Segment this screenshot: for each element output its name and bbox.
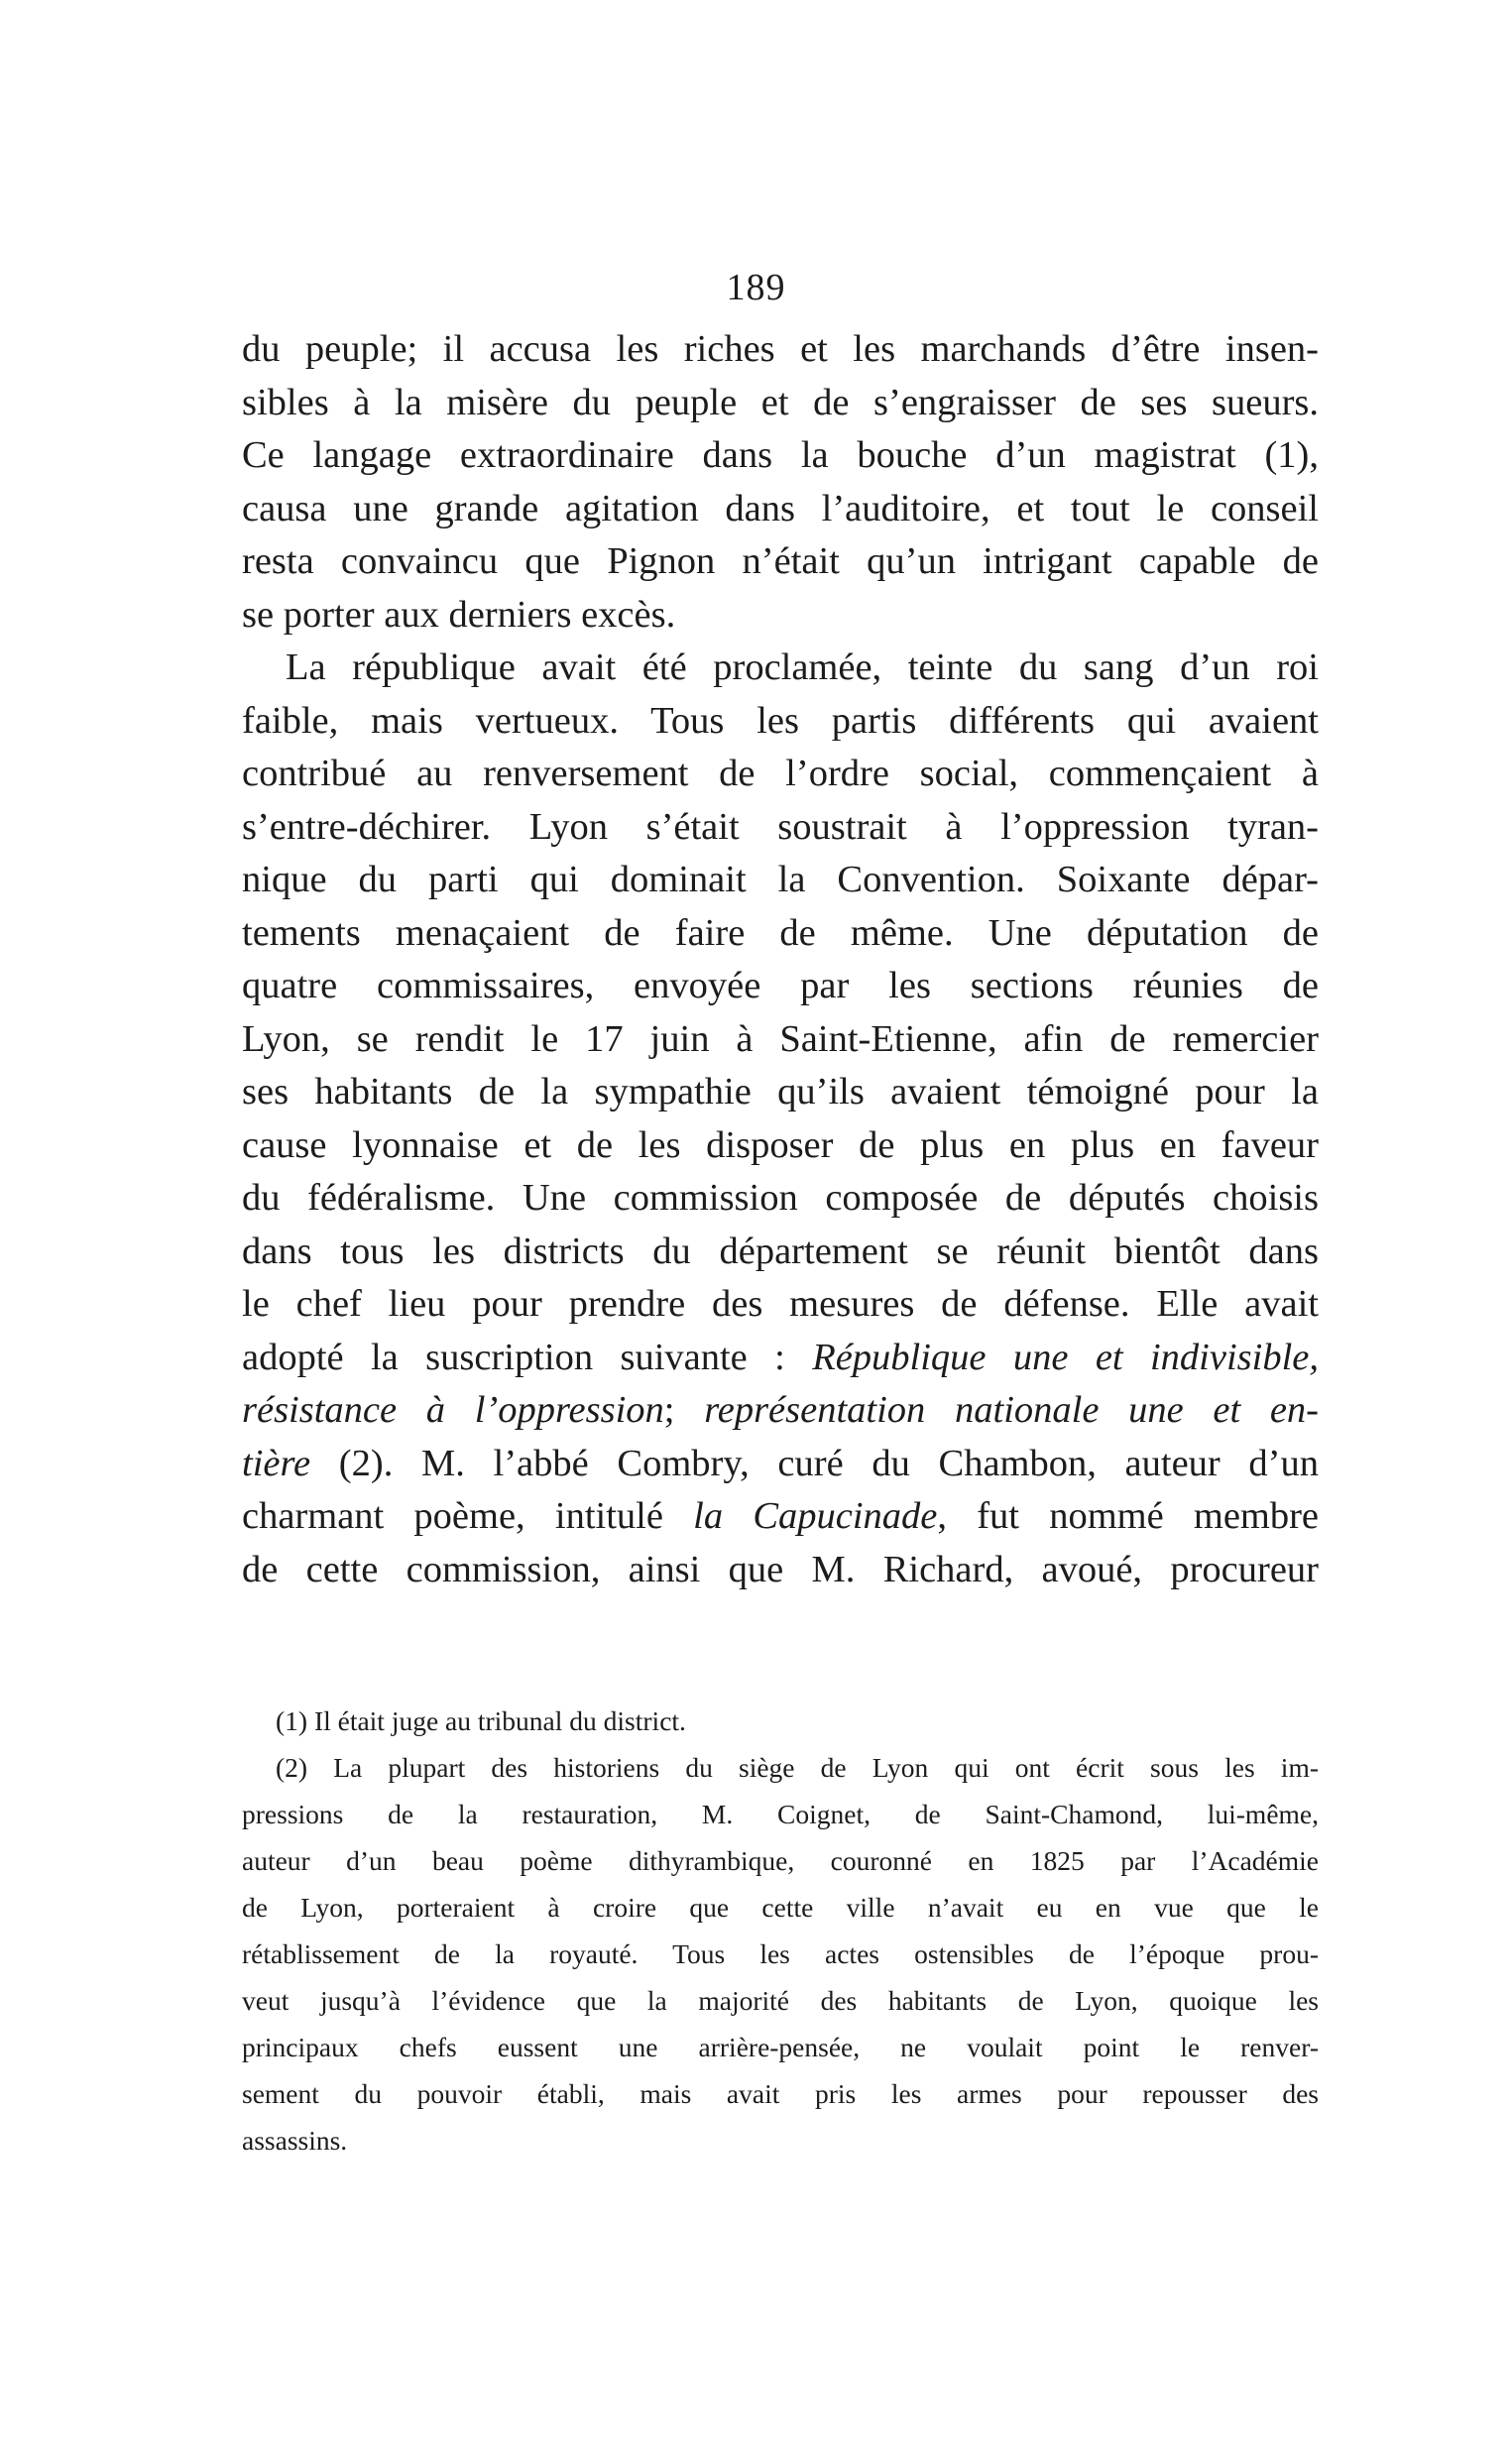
text-line: s’entre-déchirer. Lyon s’était soustrait à l’oppression tyran- (242, 805, 1319, 848)
text-line: de cette commission, ainsi que M. Richard, avoué, procureur (242, 1548, 1319, 1590)
italic-motto: République une et indivisible, (812, 1336, 1319, 1378)
text-line: cause lyonnaise et de les disposer de plus en plus en faveur (242, 1123, 1319, 1166)
footnote-2-line: (2) La plupart des historiens du siège de Lyon qui ont écrit sous les im- (276, 1752, 1319, 1783)
text-line (242, 1332, 1319, 1385)
text-segment: charmant poème, intitulé (242, 1495, 694, 1537)
text-segment: ; (663, 1389, 705, 1431)
italic-motto: représentation nationale une et en- (704, 1389, 1319, 1431)
footnote-2-line: veut jusqu’à l’évidence que la majorité des habitants de Lyon, quoique les (242, 1985, 1319, 2016)
text-line: faible, mais vertueux. Tous les partis différents qui avaient (242, 699, 1319, 742)
footnote-2-line: de Lyon, porteraient à croire que cette ville n’avait eu en vue que le (242, 1892, 1319, 1923)
footnote-2-line: assassins. (242, 2125, 348, 2156)
footnote-2-line: auteur d’un beau poème dithyrambique, couronné en 1825 par l’Académie (242, 1845, 1319, 1876)
text-line (242, 1384, 1319, 1438)
text-line: contribué au renversement de l’ordre social, commençaient à (242, 753, 1319, 794)
text-line: Ce langage extraordinaire dans la bouche d’un magistrat (1), (242, 434, 1319, 476)
text-line: Lyon, se rendit le 17 juin à Saint-Etienne, afin de remercier (242, 1017, 1319, 1060)
text-line (242, 1438, 1319, 1491)
footnote-2-line: rétablissement de la royauté. Tous les actes ostensibles de l’époque prou- (242, 1938, 1319, 1969)
body-text (242, 323, 1319, 1596)
footnotes (242, 1698, 1319, 2164)
text-line: le chef lieu pour prendre des mesures de défense. Elle avait (242, 1283, 1319, 1325)
text-segment: adopté la suscription suivante : (242, 1336, 813, 1378)
text-line: du peuple; il accusa les riches et les marchands d’être insen- (242, 328, 1319, 370)
text-segment: , fut nommé membre (937, 1495, 1320, 1537)
footnote-1: (1) Il était juge au tribunal du district. (276, 1705, 686, 1736)
italic-motto: résistance à l’oppression (242, 1389, 664, 1431)
text-line (242, 1490, 1319, 1544)
text-line: dans tous les districts du département se réunit bientôt dans (242, 1230, 1319, 1272)
text-line: resta convaincu que Pignon n’était qu’un intrigant capable de (242, 540, 1319, 582)
text-line: quatre commissaires, envoyée par les sections réunies de (242, 965, 1319, 1006)
text-line: se porter aux derniers excès. (242, 593, 676, 636)
footnote-2-line: pressions de la restauration, M. Coignet, de Saint-Chamond, lui-même, (242, 1799, 1319, 1829)
text-line: ses habitants de la sympathie qu’ils avaient témoigné pour la (242, 1071, 1319, 1112)
italic-title: la Capucinade (693, 1495, 938, 1537)
text-segment: (2). M. l’abbé Combry, curé du Chambon, auteur d’un (310, 1442, 1319, 1484)
text-line: nique du parti qui dominait la Convention. Soixante dépar- (242, 859, 1319, 900)
italic-motto: tière (242, 1442, 311, 1484)
text-line: tements menaçaient de faire de même. Une députation de (242, 911, 1319, 954)
text-line: du fédéralisme. Une commission composée de députés choisis (242, 1177, 1319, 1219)
footnote-2-line: principaux chefs eussent une arrière-pensée, ne voulait point le renver- (242, 2032, 1319, 2062)
text-line: causa une grande agitation dans l’auditoire, et tout le conseil (242, 487, 1319, 529)
text-line: sibles à la misère du peuple et de s’engraisser de ses sueurs. (242, 381, 1319, 423)
paragraph-start-line: La république avait été proclamée, teinte du sang d’un roi (286, 646, 1319, 688)
footnote-2-line: sement du pouvoir établi, mais avait pris les armes pour repousser des (242, 2078, 1319, 2109)
page-number: 189 (726, 267, 786, 308)
